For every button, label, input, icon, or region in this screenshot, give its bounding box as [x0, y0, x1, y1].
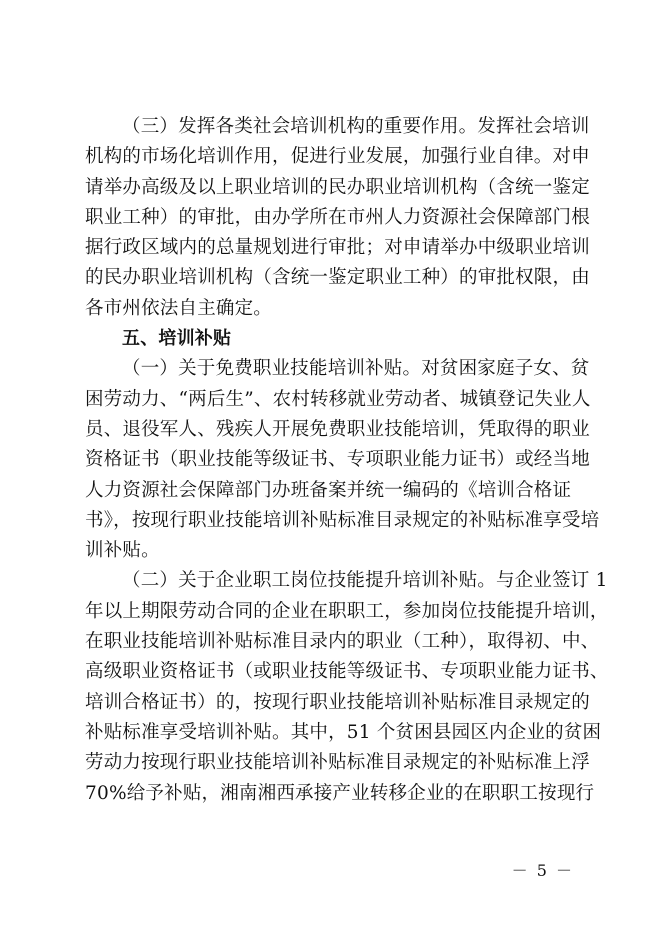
text-line: 的民办职业培训机构（含统一鉴定职业工种）的审批权限，由 — [85, 267, 590, 289]
page-number: － 5 － — [511, 861, 574, 880]
text-line: 职业工种）的审批，由办学所在市州人力资源社会保障部门根 — [85, 206, 590, 228]
text-line: 在职业技能培训补贴标准目录内的职业（工种），取得初、中、 — [85, 631, 600, 653]
text-line: 员、退役军人、残疾人开展免费职业技能培训，凭取得的职业 — [85, 418, 590, 440]
text-line: 劳动力按现行职业技能培训补贴标准目录规定的补贴标准上浮 — [85, 752, 590, 774]
paragraph-social-training-institutions — [85, 112, 590, 324]
text-line: 人力资源社会保障部门办班备案并统一编码的《培训合格证 — [85, 479, 572, 501]
text-line: 补贴标准享受培训补贴。其中，51 个贫困县园区内企业的贫困 — [85, 721, 602, 743]
text-line: 高级职业资格证书（或职业技能等级证书、专项职业能力证书、 — [85, 661, 609, 683]
text-line: 困劳动力、“两后生”、农村转移就业劳动者、城镇登记失业人 — [85, 388, 591, 410]
heading-text: 五、培训补贴 — [122, 328, 232, 350]
text-line: 训补贴。 — [85, 540, 160, 562]
text-line: 培训合格证书）的，按现行职业技能培训补贴标准目录规定的 — [85, 691, 590, 713]
text-line: 请举办高级及以上职业培训的民办职业培训机构（含统一鉴定 — [85, 176, 590, 198]
text-line: （二）关于企业职工岗位技能提升培训补贴。与企业签订 1 — [122, 570, 608, 592]
text-line: 资格证书（职业技能等级证书、专项职业能力证书）或经当地 — [85, 449, 590, 471]
paragraph-employee-skill-upgrade-subsidy — [85, 566, 609, 808]
text-line: 机构的市场化培训作用，促进行业发展，加强行业自律。对申 — [85, 146, 590, 168]
text-line: （三）发挥各类社会培训机构的重要作用。发挥社会培训 — [122, 116, 590, 137]
text-line: 各市州依法自主确定。 — [85, 297, 273, 319]
paragraph-free-skill-training-subsidy — [85, 354, 600, 566]
text-line: 70%给予补贴，湘南湘西承接产业转移企业的在职职工按现行 — [85, 782, 595, 804]
document-body — [85, 112, 609, 809]
section-heading-training-subsidy — [85, 324, 577, 354]
text-line: 书》，按现行职业技能培训补贴标准目录规定的补贴标准享受培 — [85, 509, 600, 531]
text-line: 年以上期限劳动合同的企业在职职工，参加岗位技能提升培训， — [85, 600, 609, 622]
text-line: 据行政区域内的总量规划进行审批；对申请举办中级职业培训 — [85, 237, 590, 259]
text-line: （一）关于免费职业技能培训补贴。对贫困家庭子女、贫 — [122, 358, 590, 380]
